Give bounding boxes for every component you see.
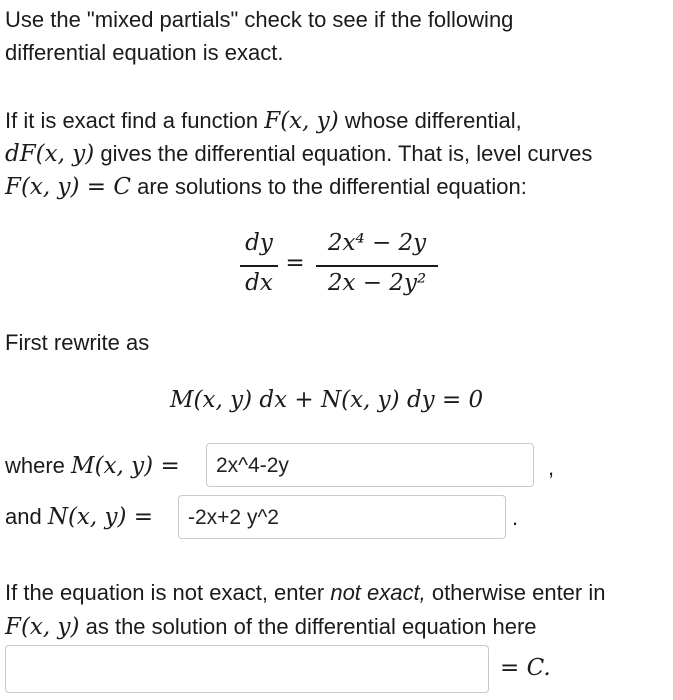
final-line-2-text: as the solution of the differential equation here: [79, 614, 537, 639]
not-exact-emphasis: not exact,: [330, 580, 426, 605]
rhs-numerator: 2x⁴ − 2y: [327, 230, 427, 256]
final-line-1-tail: otherwise enter in: [425, 580, 606, 605]
differential-df-math: dF(x, y): [5, 141, 95, 167]
equation-equals: =: [285, 250, 305, 276]
m-label: [5, 451, 180, 481]
exact-line-1: [5, 106, 522, 136]
m-label-text: where: [5, 453, 72, 478]
rewrite-label: First rewrite as: [5, 330, 150, 355]
final-line-1-text: If the equation is not exact, enter: [5, 580, 331, 605]
exact-line-2-text: gives the differential equation. That is, level curves: [94, 141, 593, 166]
m-label-math: M(x, y) =: [71, 453, 180, 479]
intro-line-1: Use the "mixed partials" check to see if the following: [5, 7, 514, 32]
exact-line-3-text: are solutions to the differential equation:: [130, 174, 527, 199]
exact-line-1-text: If it is exact find a function: [5, 108, 265, 133]
exact-line-1-tail: whose differential,: [338, 108, 522, 133]
intro-line-2: differential equation is exact.: [5, 40, 284, 65]
n-label-text: and: [5, 504, 48, 529]
f-input[interactable]: [5, 645, 489, 693]
lhs-denominator: dx: [245, 270, 273, 296]
m-comma: ,: [548, 455, 555, 480]
exact-line-3: [5, 172, 527, 202]
m-input[interactable]: 2x^4-2y: [206, 443, 534, 487]
final-line-1: [5, 578, 605, 608]
final-f-math: F(x, y): [5, 614, 80, 640]
exact-line-2: [5, 139, 592, 169]
rewrite-form: M(x, y) dx + N(x, y) dy = 0: [170, 387, 484, 413]
lhs-fraction-bar: [240, 265, 278, 267]
rhs-denominator: 2x − 2y²: [327, 270, 427, 296]
rhs-fraction-bar: [316, 265, 438, 267]
n-label-math: N(x, y) =: [47, 504, 154, 530]
lhs-numerator: dy: [245, 230, 273, 256]
function-f-math: F(x, y): [264, 108, 339, 134]
n-label: [5, 502, 153, 532]
n-input[interactable]: -2x+2 y^2: [178, 495, 506, 539]
level-curve-math: F(x, y) = C: [5, 174, 131, 200]
n-period: .: [512, 505, 519, 530]
equals-c-suffix: = C.: [500, 655, 551, 681]
final-line-2: [5, 612, 537, 642]
